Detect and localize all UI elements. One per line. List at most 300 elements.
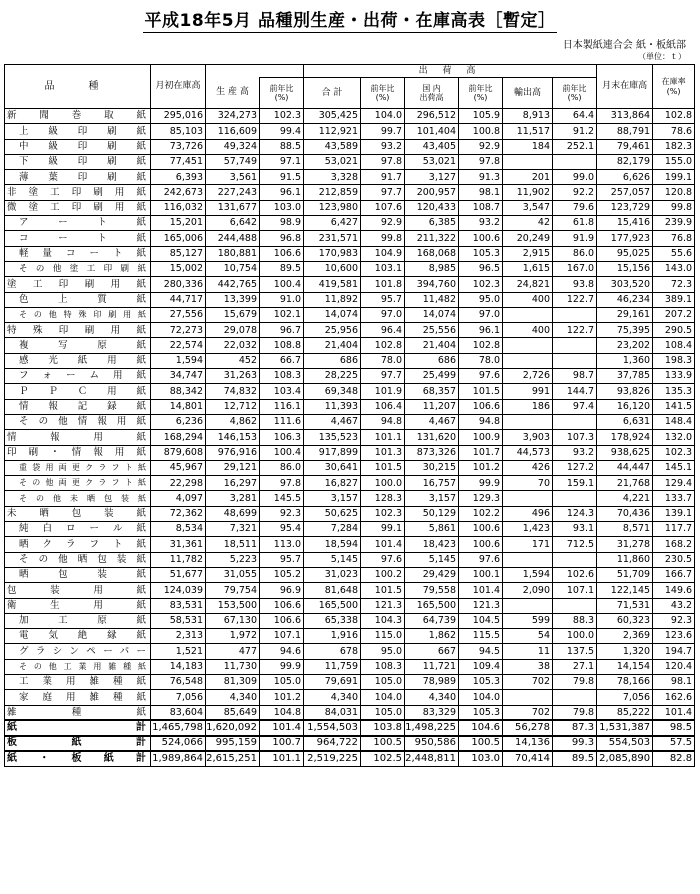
table-cell: 97.0 [459,307,503,322]
table-cell: 554,503 [597,736,653,751]
table-cell: 96.4 [361,323,405,338]
table-row [5,659,695,674]
table-cell: 91.9 [553,231,597,246]
table-cell: 239.9 [653,216,695,231]
table-cell: 995,159 [206,736,260,751]
table-cell [553,338,597,353]
table-cell: 79.6 [553,200,597,215]
table-cell: 72,273 [151,323,206,338]
table-cell: 100.0 [361,476,405,491]
table-cell: 100.6 [459,537,503,552]
table-cell: 122.7 [553,323,597,338]
publisher: 日本製紙連合会 紙・板紙部 [562,40,686,51]
row-label-text: 複 写 原 紙 [19,339,146,351]
table-cell: 64,739 [405,613,459,628]
table-row [5,445,695,460]
table-cell: 230.5 [653,552,695,567]
table-cell: 117.7 [653,522,695,537]
yoy-label: 前年比 [468,83,493,93]
row-label [5,751,151,766]
table-cell: 7,056 [597,690,653,705]
table-cell: 86.0 [260,460,304,475]
table-cell: 78.0 [459,353,503,368]
table-cell: 95.0 [361,644,405,659]
table-cell: 46,234 [597,292,653,307]
table-cell: 14,801 [151,399,206,414]
table-cell: 1,989,864 [151,751,206,766]
table-cell: 55.6 [653,246,695,261]
table-cell: 11,892 [304,292,361,307]
table-cell: 127.2 [553,460,597,475]
row-label [5,644,151,659]
table-cell: 104.0 [459,690,503,705]
table-cell: 42 [503,216,553,231]
table-cell: 122,145 [597,583,653,598]
table-cell: 3,127 [405,170,459,185]
table-cell: 7,056 [151,690,206,705]
table-cell: 101.4 [260,720,304,735]
table-cell: 103.0 [459,751,503,766]
table-cell: 100.2 [361,567,405,582]
table-cell: 426 [503,460,553,475]
table-cell: 101.4 [459,583,503,598]
table-cell: 303,520 [597,277,653,292]
table-cell: 1,498,225 [405,720,459,735]
table-cell: 18,423 [405,537,459,552]
table-cell: 8,534 [151,522,206,537]
table-cell: 16,757 [405,476,459,491]
table-cell: 11,393 [304,399,361,414]
table-cell: 135,523 [304,430,361,445]
row-label [5,720,151,735]
table-cell: 97.6 [361,552,405,567]
table-cell: 6,393 [151,170,206,185]
table-cell: 99.3 [553,736,597,751]
table-cell: 51,677 [151,567,206,582]
table-cell: 70 [503,476,553,491]
table-cell: 389.1 [653,292,695,307]
table-row [5,430,695,445]
table-cell: 77,451 [151,154,206,169]
table-cell: 171 [503,537,553,552]
table-cell: 112,921 [304,124,361,139]
table-cell: 48,699 [206,506,260,521]
table-cell: 4,862 [206,414,260,429]
table-cell: 207.2 [653,307,695,322]
table-cell: 60,323 [597,613,653,628]
table-cell: 101.8 [361,277,405,292]
table-cell: 102.6 [553,567,597,582]
table-cell: 1,615 [503,261,553,276]
table-cell: 2,369 [597,629,653,644]
row-label [5,170,151,185]
row-label [5,659,151,674]
table-row [5,307,695,322]
table-cell: 132.0 [653,430,695,445]
table-cell: 133.9 [653,369,695,384]
header-total: 合 計 [304,78,361,109]
table-cell: 165,006 [151,231,206,246]
table-cell: 128.3 [361,491,405,506]
table-cell: 89.5 [553,751,597,766]
header-domestic [405,78,459,109]
table-cell [503,307,553,322]
table-cell: 129.3 [459,491,503,506]
table-cell [503,552,553,567]
row-label-text: その他情報用紙 [19,416,146,428]
table-cell: 85,103 [151,124,206,139]
table-cell: 79.8 [553,674,597,689]
table-cell: 79,691 [304,674,361,689]
table-cell: 88,791 [597,124,653,139]
table-cell: 30,641 [304,460,361,475]
table-cell: 109.4 [459,659,503,674]
row-label-text: 薄 葉 印 刷 紙 [19,171,146,183]
header-inventory-ratio-label: 在庫率 [661,77,686,87]
yoy-unit: (%) [375,93,390,102]
table-cell: 419,581 [304,277,361,292]
table-cell: 524,066 [151,736,206,751]
table-cell: 88.5 [260,139,304,154]
table-cell: 82,179 [597,154,653,169]
table-row [5,109,695,124]
row-label [5,277,151,292]
table-cell: 116.1 [260,399,304,414]
table-cell: 91.2 [553,124,597,139]
table-cell: 100.4 [260,277,304,292]
table-cell: 101.9 [361,384,405,399]
table-cell: 101.7 [459,445,503,460]
row-label-text: 重袋用両更クラフト紙 [19,462,146,472]
row-label [5,139,151,154]
table-cell: 976,916 [206,445,260,460]
table-cell: 98.5 [653,720,695,735]
table-cell: 92.3 [260,506,304,521]
table-cell: 599 [503,613,553,628]
row-label [5,109,151,124]
table-cell: 28,225 [304,369,361,384]
table-cell: 54 [503,629,553,644]
table-row [5,277,695,292]
row-label [5,476,151,491]
row-label [5,414,151,429]
row-label-text: そ の 他 未 晒 包 装 紙 [19,493,146,503]
table-cell [503,353,553,368]
table-cell: 115.0 [361,629,405,644]
table-cell: 61.8 [553,216,597,231]
table-cell: 102.3 [653,445,695,460]
row-label [5,338,151,353]
table-cell: 88.3 [553,613,597,628]
row-label-text: その他特殊印刷用紙 [19,310,146,319]
table-cell: 27,556 [151,307,206,322]
table-cell: 1,554,503 [304,720,361,735]
row-label-text: 家 庭 用 雑 種 紙 [19,691,146,703]
row-label-text: その他工業用雑種紙 [19,661,146,671]
table-cell: 178,924 [597,430,653,445]
table-cell: 102.8 [459,338,503,353]
table-cell: 11,759 [304,659,361,674]
table-cell: 1,862 [405,629,459,644]
table-row [5,613,695,628]
row-label-text: Ｐ Ｐ Ｃ 用 紙 [19,385,146,397]
table-cell: 65,338 [304,613,361,628]
row-label [5,246,151,261]
row-label-text: 工 業 用 雑 種 紙 [19,676,146,688]
table-cell: 1,594 [503,567,553,582]
table-cell: 11,860 [597,552,653,567]
row-label-text: 未 晒 包 装 紙 [7,508,146,520]
row-label-text: 塗工印刷用紙 [7,278,146,290]
table-cell: 108.3 [260,369,304,384]
table-cell: 97.8 [361,154,405,169]
row-label-text: ア ー ト 紙 [19,217,146,229]
row-label-text: 雑 種 紙 [7,706,146,718]
table-row [5,705,695,720]
table-cell: 917,899 [304,445,361,460]
table-row [5,674,695,689]
table-cell: 3,157 [405,491,459,506]
table-cell: 120.8 [653,185,695,200]
table-cell: 31,023 [304,567,361,582]
table-cell: 100.1 [459,567,503,582]
table-cell: 85,222 [597,705,653,720]
table-cell: 101.4 [361,537,405,552]
table-row [5,537,695,552]
table-cell: 211,322 [405,231,459,246]
table-cell: 280,336 [151,277,206,292]
table-cell: 686 [304,353,361,368]
production-table [4,64,695,767]
yoy-unit: (%) [567,93,582,102]
table-cell: 133.7 [653,491,695,506]
table-cell: 108.4 [653,338,695,353]
table-cell: 97.1 [260,154,304,169]
table-cell: 4,097 [151,491,206,506]
table-cell: 873,326 [405,445,459,460]
table-cell: 496 [503,506,553,521]
row-label [5,231,151,246]
table-cell: 98.7 [553,369,597,384]
table-header [5,65,695,109]
table-cell: 99.8 [653,200,695,215]
table-cell: 101.1 [260,751,304,766]
table-cell: 6,631 [597,414,653,429]
table-cell: 146,153 [206,430,260,445]
table-cell: 394,760 [405,277,459,292]
row-label-text: グラシンペーパー [19,645,146,657]
table-cell: 96.8 [260,231,304,246]
row-label-text: 中 級 印 刷 紙 [19,140,146,152]
table-cell: 18,594 [304,537,361,552]
table-cell: 104.3 [361,613,405,628]
table-cell: 137.5 [553,644,597,659]
table-cell: 702 [503,674,553,689]
table-cell: 3,903 [503,430,553,445]
row-label-text: 紙 計 [7,722,146,734]
table-cell [553,552,597,567]
table-cell: 66.7 [260,353,304,368]
table-cell: 96.9 [260,583,304,598]
table-cell: 105.0 [260,674,304,689]
table-cell: 103.8 [361,720,405,735]
row-label [5,598,151,613]
table-cell: 101,404 [405,124,459,139]
table-cell: 15,156 [597,261,653,276]
table-cell: 85,127 [151,246,206,261]
table-cell: 11,782 [151,552,206,567]
row-label [5,705,151,720]
table-cell: 100.6 [459,522,503,537]
table-cell: 58,531 [151,613,206,628]
header-exports-yoy [553,78,597,109]
table-cell: 400 [503,292,553,307]
table-cell: 97.0 [361,307,405,322]
row-label-text: その他塗工印刷紙 [19,263,146,274]
table-row [5,751,695,766]
table-cell: 5,145 [304,552,361,567]
table-cell: 29,121 [206,460,260,475]
table-row [5,124,695,139]
table-cell: 93.2 [553,445,597,460]
table-cell: 21,404 [304,338,361,353]
table-cell [503,491,553,506]
table-cell: 98.1 [459,185,503,200]
table-cell: 99.7 [361,124,405,139]
table-cell: 145.5 [260,491,304,506]
row-label [5,384,151,399]
table-cell: 15,416 [597,216,653,231]
table-cell: 1,521 [151,644,206,659]
table-cell [503,154,553,169]
table-cell: 144.7 [553,384,597,399]
row-label [5,369,151,384]
table-row [5,491,695,506]
table-cell: 29,429 [405,567,459,582]
table-cell: 116,032 [151,200,206,215]
table-cell: 141.5 [653,399,695,414]
table-cell: 79,754 [206,583,260,598]
table-row [5,170,695,185]
header-opening-stock: 月初在庫高 [151,65,206,109]
table-cell: 1,465,798 [151,720,206,735]
table-row [5,399,695,414]
row-label-text: 晒 ク ラ フ ト 紙 [19,538,146,550]
table-cell: 37,785 [597,369,653,384]
table-cell: 166.7 [653,567,695,582]
table-cell: 3,328 [304,170,361,185]
table-cell: 139.1 [653,506,695,521]
table-cell: 96.5 [459,261,503,276]
table-cell: 104.6 [459,720,503,735]
table-cell: 70,436 [597,506,653,521]
table-row [5,736,695,751]
table-cell: 70,414 [503,751,553,766]
table-cell: 51,709 [597,567,653,582]
row-label [5,491,151,506]
table-cell: 102.3 [459,277,503,292]
table-cell: 94.8 [361,414,405,429]
table-cell: 4,340 [304,690,361,705]
yoy-unit: (%) [274,93,289,102]
table-cell: 290.5 [653,323,695,338]
table-cell: 442,765 [206,277,260,292]
table-cell: 105.0 [361,674,405,689]
table-cell: 113.0 [260,537,304,552]
table-cell: 2,085,890 [597,751,653,766]
table-cell: 1,320 [597,644,653,659]
table-cell: 145.1 [653,460,695,475]
table-cell: 72,362 [151,506,206,521]
table-cell: 252.1 [553,139,597,154]
table-cell: 103.1 [361,261,405,276]
table-cell: 101.2 [459,460,503,475]
table-cell: 2,915 [503,246,553,261]
table-cell: 79.8 [553,705,597,720]
table-cell: 105.2 [260,567,304,582]
table-cell: 149.6 [653,583,695,598]
table-body [5,109,695,767]
row-label-text: その他両更クラフト紙 [19,478,146,488]
row-label [5,323,151,338]
table-cell: 6,626 [597,170,653,185]
table-cell: 79,461 [597,139,653,154]
table-cell: 92.2 [553,185,597,200]
table-cell: 107.3 [553,430,597,445]
table-cell: 1,594 [151,353,206,368]
table-cell: 116,609 [206,124,260,139]
table-cell: 162.6 [653,690,695,705]
row-label-text: 特 殊 印 刷 用 紙 [7,324,146,336]
table-cell: 45,967 [151,460,206,475]
table-cell: 57.5 [653,736,695,751]
table-cell: 6,385 [405,216,459,231]
table-cell: 50,625 [304,506,361,521]
table-cell: 712.5 [553,537,597,552]
header-exports: 輸出高 [503,78,553,109]
table-cell: 2,615,251 [206,751,260,766]
table-row [5,583,695,598]
row-label-text: 軽 量 コ ー ト 紙 [19,248,146,260]
table-cell: 14,074 [304,307,361,322]
row-label-text: 電 気 絶 縁 紙 [19,630,146,642]
table-cell: 104.9 [361,246,405,261]
table-cell: 78.0 [361,353,405,368]
table-cell: 43,589 [304,139,361,154]
table-cell: 44,447 [597,460,653,475]
row-label-text: 晒 包 装 紙 [19,569,146,581]
table-cell: 96.7 [260,323,304,338]
table-cell: 3,561 [206,170,260,185]
table-row [5,139,695,154]
table-cell: 131,677 [206,200,260,215]
table-cell: 68,357 [405,384,459,399]
table-cell: 11 [503,644,553,659]
table-row [5,338,695,353]
table-cell: 165,500 [405,598,459,613]
table-cell: 143.0 [653,261,695,276]
table-cell: 121.3 [361,598,405,613]
table-cell: 24,821 [503,277,553,292]
table-cell: 99.0 [553,170,597,185]
row-label-text: 印 刷 ・ 情 報 用 紙 [7,446,146,458]
table-cell: 148.4 [653,414,695,429]
table-cell: 14,183 [151,659,206,674]
table-cell: 991 [503,384,553,399]
row-label-text: その他晒包装紙 [19,554,146,565]
table-cell: 115.5 [459,629,503,644]
header-item: 品 種 [5,65,151,109]
